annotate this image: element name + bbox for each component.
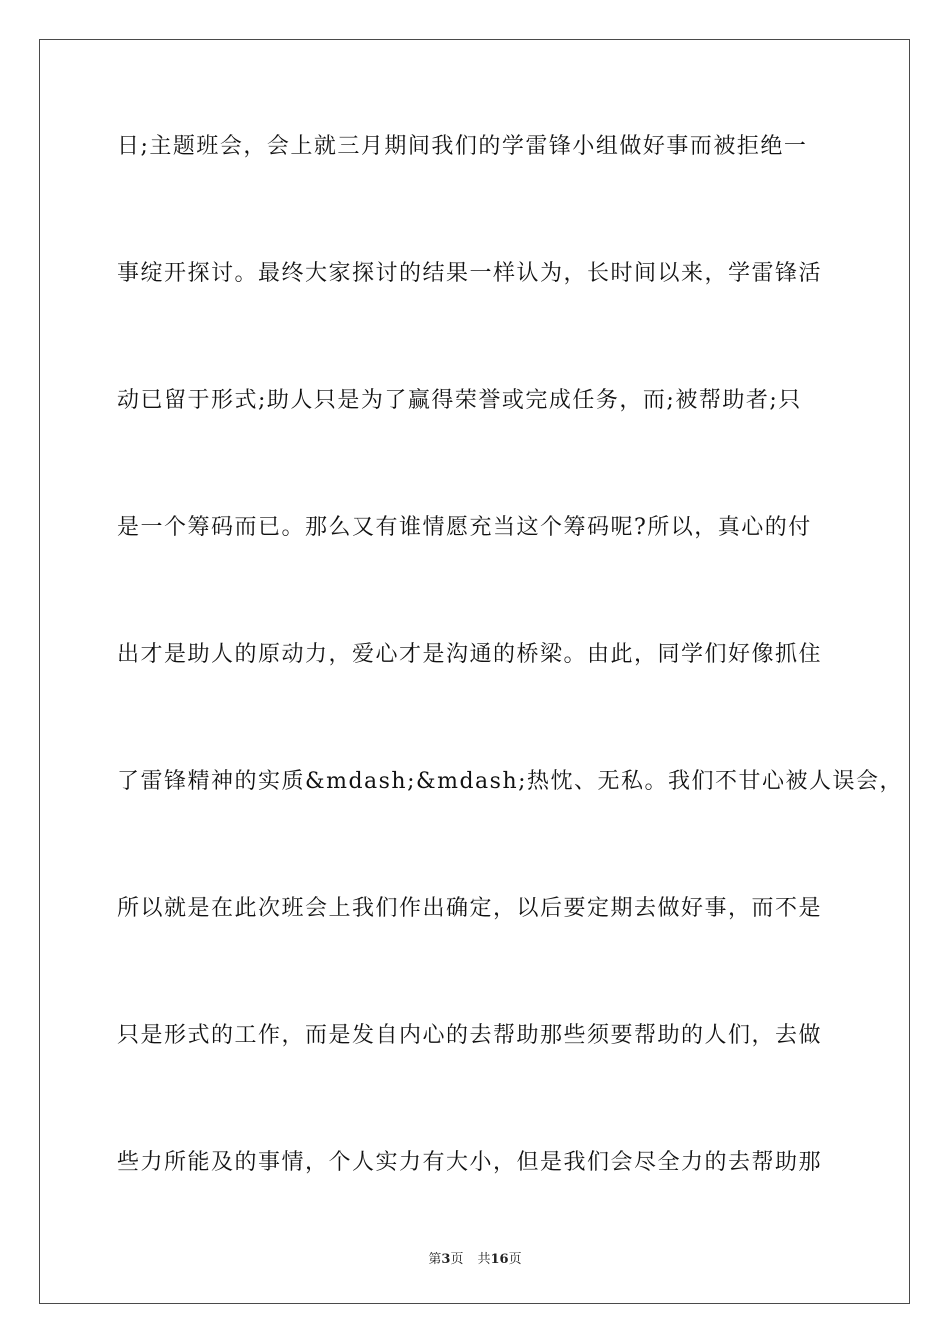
text-line: 日;主题班会，会上就三月期间我们的学雷锋小组做好事而被拒绝一 [117, 134, 808, 159]
text-line: 所以就是在此次班会上我们作出确定，以后要定期去做好事，而不是 [117, 896, 823, 921]
text-line: 了雷锋精神的实质&mdash;&mdash;热忱、无私。我们不甘心被人误会， [117, 769, 904, 794]
page-number-footer [0, 1248, 950, 1267]
current-page-number: 3 [441, 1252, 451, 1267]
text-line: 只是形式的工作，而是发自内心的去帮助那些须要帮助的人们，去做 [117, 1023, 823, 1048]
total-prefix: 共 [477, 1252, 491, 1267]
page-suffix: 页 [450, 1252, 464, 1267]
total-page-count: 16 [490, 1252, 509, 1267]
text-line: 出才是助人的原动力，爱心才是沟通的桥梁。由此，同学们好像抓住 [117, 642, 823, 667]
text-line: 是一个筹码而已。那么又有谁情愿充当这个筹码呢?所以，真心的付 [117, 515, 812, 540]
text-line: 些力所能及的事情，个人实力有大小，但是我们会尽全力的去帮助那 [117, 1150, 823, 1175]
text-line: 动已留于形式;助人只是为了赢得荣誉或完成任务，而;被帮助者;只 [117, 388, 802, 413]
page-prefix: 第 [428, 1252, 442, 1267]
document-body [117, 124, 904, 1267]
total-suffix: 页 [508, 1252, 522, 1267]
text-line: 事绽开探讨。最终大家探讨的结果一样认为，长时间以来，学雷锋活 [117, 261, 823, 286]
